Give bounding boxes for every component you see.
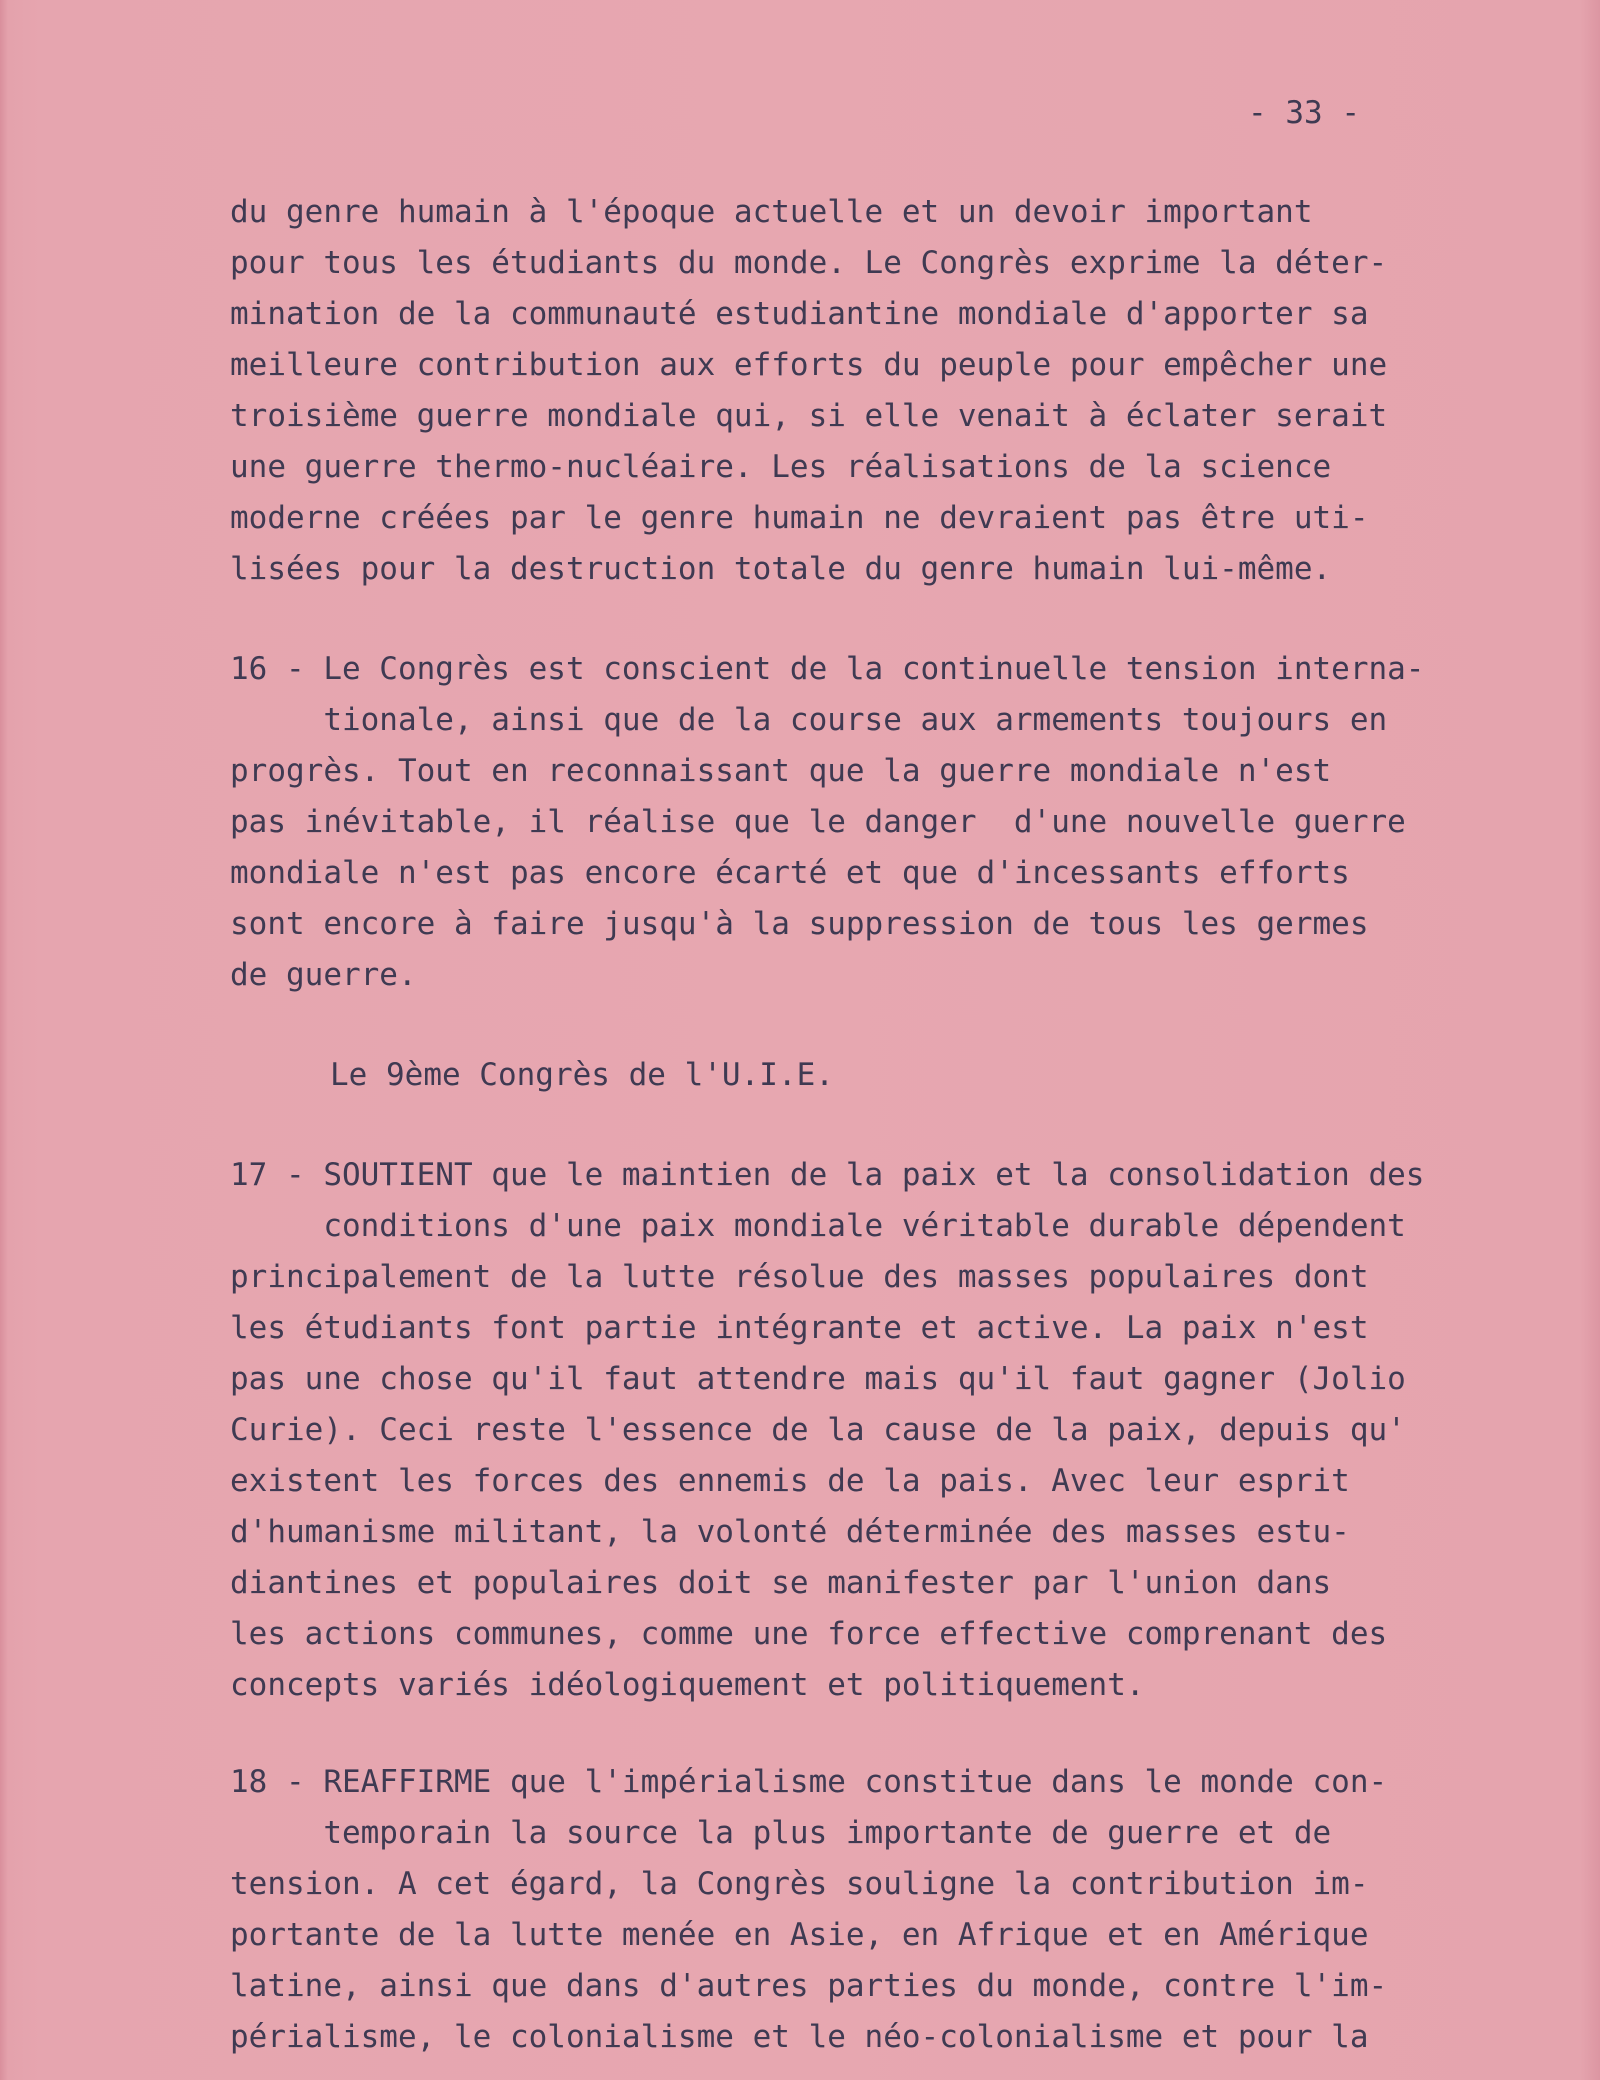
text-line: pas inévitable, il réalise que le danger d'une nouvelle guerre: [230, 804, 1406, 840]
paragraph-18: [230, 1762, 1388, 2055]
text-line: existent les forces des ennemis de la pais. Avec leur esprit: [230, 1463, 1350, 1499]
paragraph-intro: [230, 192, 1388, 587]
text-line: meilleure contribution aux efforts du peuple pour empêcher une: [230, 347, 1388, 383]
text-line: tionale, ainsi que de la course aux armements toujours en: [230, 702, 1388, 738]
text-line: mondiale n'est pas encore écarté et que d'incessants efforts: [230, 855, 1350, 891]
text-line: tension. A cet égard, la Congrès souligne la contribution im-: [230, 1866, 1369, 1902]
text-line: 16 - Le Congrès est conscient de la continuelle tension interna-: [230, 651, 1425, 687]
text-line: d'humanisme militant, la volonté déterminée des masses estu-: [230, 1514, 1350, 1550]
paragraph-17: [230, 1155, 1425, 1703]
text-line: latine, ainsi que dans d'autres parties du monde, contre l'im-: [230, 1968, 1388, 2004]
text-line: du genre humain à l'époque actuelle et un devoir important: [230, 194, 1313, 230]
text-line: une guerre thermo-nucléaire. Les réalisations de la science: [230, 449, 1332, 485]
text-line: pas une chose qu'il faut attendre mais qu'il faut gagner (Jolio: [230, 1361, 1406, 1397]
text-line: moderne créées par le genre humain ne devraient pas être uti-: [230, 500, 1369, 536]
text-line: portante de la lutte menée en Asie, en Afrique et en Amérique: [230, 1917, 1369, 1953]
text-line: de guerre.: [230, 957, 417, 993]
text-line: lisées pour la destruction totale du genre humain lui-même.: [230, 551, 1332, 587]
text-line: les actions communes, comme une force effective comprenant des: [230, 1616, 1388, 1652]
text-line: 18 - REAFFIRME que l'impérialisme constitue dans le monde con-: [230, 1764, 1388, 1800]
paragraph-16: [230, 649, 1425, 993]
text-line: temporain la source la plus importante de guerre et de: [230, 1815, 1332, 1851]
text-line: sont encore à faire jusqu'à la suppression de tous les germes: [230, 906, 1369, 942]
text-line: mination de la communauté estudiantine mondiale d'apporter sa: [230, 296, 1369, 332]
text-line: principalement de la lutte résolue des masses populaires dont: [230, 1259, 1369, 1295]
text-line: conditions d'une paix mondiale véritable durable dépendent: [230, 1208, 1406, 1244]
text-line: concepts variés idéologiquement et politiquement.: [230, 1667, 1145, 1703]
section-heading: Le 9ème Congrès de l'U.I.E.: [330, 1057, 834, 1093]
text-line: pour tous les étudiants du monde. Le Congrès exprime la déter-: [230, 245, 1388, 281]
text-line: les étudiants font partie intégrante et active. La paix n'est: [230, 1310, 1369, 1346]
text-line: périalisme, le colonialisme et le néo-colonialisme et pour la: [230, 2019, 1369, 2055]
text-line: progrès. Tout en reconnaissant que la guerre mondiale n'est: [230, 753, 1332, 789]
page-number: - 33 -: [1248, 95, 1360, 131]
text-line: diantines et populaires doit se manifester par l'union dans: [230, 1565, 1332, 1601]
text-line: troisième guerre mondiale qui, si elle venait à éclater serait: [230, 398, 1388, 434]
text-line: Curie). Ceci reste l'essence de la cause de la paix, depuis qu': [230, 1412, 1406, 1448]
text-line: 17 - SOUTIENT que le maintien de la paix et la consolidation des: [230, 1157, 1425, 1193]
